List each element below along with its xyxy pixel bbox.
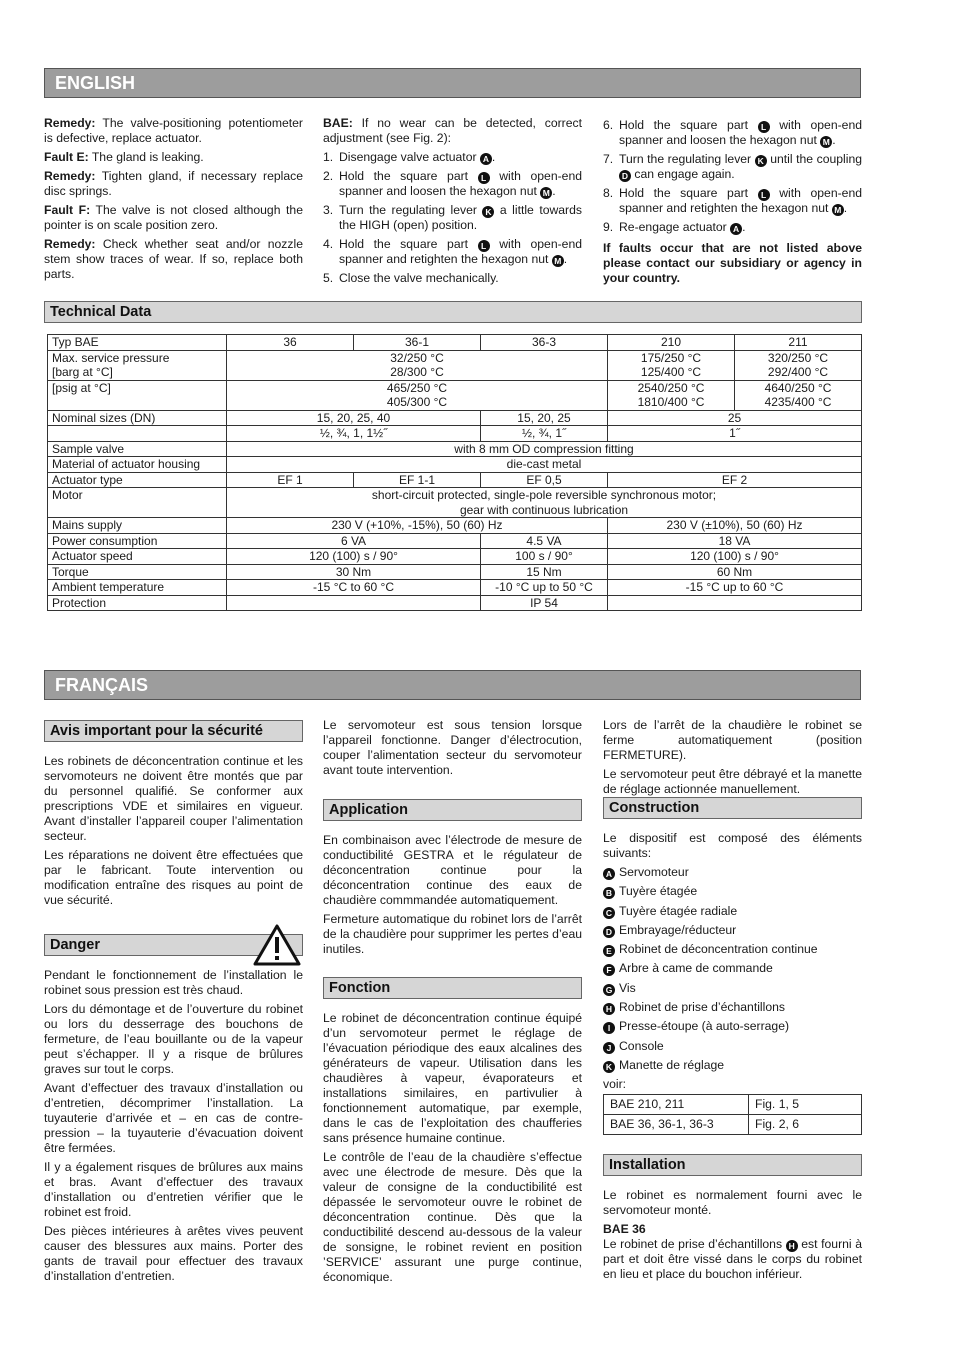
servo-text — [323, 718, 582, 782]
paragraph: Fault F: The valve is not closed although the pointer is on scale position zero. — [44, 203, 303, 232]
safety-text — [44, 754, 303, 912]
callout-i-icon: I — [603, 1022, 615, 1034]
paragraph: Les réparations ne doivent être effectuées que par le fabricant. Toute intervention ou modification entraîne des risques au point de vue sécurité. — [44, 848, 303, 907]
table-row: Material of actuator housing die-cast metal — [48, 457, 862, 473]
callout-d-icon: D — [603, 926, 615, 938]
figure-reference-table — [603, 1094, 862, 1135]
application-heading: Application — [323, 799, 582, 821]
paragraph: Le servomoteur peut être débrayé et la manette de réglage actionnée manuellement. — [603, 767, 862, 796]
callout-c-icon: C — [603, 907, 615, 919]
technical-data-table — [47, 334, 862, 611]
list-item: D Embrayage/réducteur — [603, 923, 862, 938]
paragraph: Fermeture automatique du robinet lors de l’arrêt de la chaudière pour supprimer les pertes d’eau inutiles. — [323, 912, 582, 956]
paragraph: Lors du démontage et de l’ouverture du robinet ou lors du desserrage des bouchons de fermeture, de l’eau bouillante ou de la vapeur peut s’échapper. Il y a risque de brûlures graves sur tout le corps. — [44, 1002, 303, 1076]
callout-l-icon: L — [758, 121, 770, 133]
section-title-francais: FRANÇAIS — [44, 670, 861, 700]
paragraph: Remedy: Tighten gland, if necessary replace disc springs. — [44, 169, 303, 198]
callout-a-icon: A — [730, 223, 742, 235]
table-row: Mains supply 230 V (+10%, -15%), 50 (60) Hz 230 V (±10%), 50 (60) Hz — [48, 518, 862, 534]
safety-heading: Avis important pour la sécurité — [44, 720, 303, 742]
table-row: Protection IP 54 — [48, 595, 862, 611]
section-title-english: ENGLISH — [44, 68, 861, 98]
step-3: 3. Turn the regulating lever K a little towards the HIGH (open) position. — [323, 203, 582, 232]
list-item: H Robinet de prise d’échantillons — [603, 1000, 862, 1015]
callout-g-icon: G — [603, 984, 615, 996]
callout-k-icon: K — [482, 206, 494, 218]
construction-text — [603, 831, 862, 1135]
table-row: ½, ¾, 1, 1½˝ ½, ¾, 1˝ 1˝ — [48, 426, 862, 442]
table-row: Nominal sizes (DN) 15, 20, 25, 40 15, 20, 25 25 — [48, 410, 862, 426]
table-row: Actuator speed 120 (100) s / 90° 100 s / 90° 120 (100) s / 90° — [48, 549, 862, 565]
list-item: C Tuyère étagée radiale — [603, 904, 862, 919]
callout-h-icon: H — [603, 1003, 615, 1015]
table-row: [psig at °C] 465/250 °C 405/300 °C 2540/250 °C 1810/400 °C 4640/250 °C 4235/400 °C — [48, 380, 862, 410]
callout-l-icon: L — [478, 172, 490, 184]
table-row: Motor short-circuit protected, single-pole reversible synchronous motor; gear with continuous lubrication — [48, 488, 862, 518]
table-row: BAE 210, 211 Fig. 1, 5 — [604, 1095, 862, 1115]
fonction-text — [323, 1011, 582, 1289]
paragraph: Avant d’effectuer des travaux d’installation ou d’entretien, décomprimer l’installation. La tuyauterie d’arrivée et – en cas de contre-pression – la tuyauterie d’évacuation doivent être fermées. — [44, 1081, 303, 1155]
list-item: J Console — [603, 1039, 862, 1054]
paragraph: Lors de l’arrêt de la chaudière le robinet se ferme automatiquement (position FERMETURE). — [603, 718, 862, 762]
paragraph: Le contrôle de l’eau de la chaudière s’effectue avec une électrode de mesure. Dès que la valeur de consigne de la conductibilité est dépassée le servomoteur ouvre le robinet de déconcentration continue. Dès que la conductibilité descend au-dessous de la valeur de sonsigne, le robinet revient en position ’SERVICE’ assurant une purge continue, économique. — [323, 1150, 582, 1284]
step-8: 8. Hold the square part L with open-end spanner and retighten the hexagon nut M . — [603, 186, 862, 215]
list-item: F Arbre à came de commande — [603, 961, 862, 976]
paragraph: Il y a également risques de brûlures aux mains et bras. Avant d’effectuer des travaux d’installation ou d’entretien vérifier que le robinet est froid. — [44, 1160, 303, 1219]
callout-j-icon: J — [603, 1042, 615, 1054]
callout-k-icon: K — [603, 1061, 615, 1073]
callout-k-icon: K — [755, 155, 767, 167]
bae36-label: BAE 36 — [603, 1222, 646, 1236]
paragraph: En combinaison avec l’électrode de mesure de conductibilité GESTRA et le régulateur de déconcentration continue pour la déconcentration continue des eaux de chaudière commmandée automatiquement. — [323, 833, 582, 907]
table-row: Actuator type EF 1 EF 1-1 EF 0,5 EF 2 — [48, 472, 862, 488]
paragraph: Le robinet de déconcentration continue équipé d’un servomoteur permet le réglage de l’évacuation périodique des eaux alcalines des générateurs de vapeur. Utilisation dans les chaudières à vapeur, évaporateurs et installations similaires, en partivulier à fonctionnement automatique, par exemple, dans le cas de l’exploitation des chaufferies sans présence humaine continue. — [323, 1011, 582, 1145]
callout-a-icon: A — [603, 868, 615, 880]
table-row: Ambient temperature -15 °C to 60 °C -10 °C up to 50 °C -15 °C up to 60 °C — [48, 580, 862, 596]
list-item: I Presse-étoupe (à auto-serrage) — [603, 1019, 862, 1034]
table-row: Max. service pressure [barg at °C] 32/250 °C 28/300 °C 175/250 °C 125/400 °C 320/250 °C 292/400 °C — [48, 350, 862, 380]
paragraph: Remedy: The valve-positioning potentiometer is defective, replace actuator. — [44, 116, 303, 145]
list-item: A Servomoteur — [603, 865, 862, 880]
table-row: Typ BAE 36 36-1 36-3 210 211 — [48, 335, 862, 351]
table-row: Power consumption 6 VA 4.5 VA 18 VA — [48, 533, 862, 549]
parts-list — [603, 865, 862, 1073]
paragraph: Remedy: Check whether seat and/or nozzle stem show traces of wear. If so, replace both parts. — [44, 237, 303, 281]
step-4: 4. Hold the square part L with open-end spanner and retighten the hexagon nut M . — [323, 237, 582, 266]
callout-b-icon: B — [603, 887, 615, 899]
step-1: 1. Disengage valve actuator A . — [323, 150, 496, 164]
step-2: 2. Hold the square part L with open-end spanner and loosen the hexagon nut M . — [323, 169, 582, 198]
section-title-technical-data: Technical Data — [44, 301, 862, 323]
contact-note: If faults occur that are not listed above please contact our subsidiary or agency in your country. — [603, 241, 862, 285]
callout-m-icon: M — [540, 187, 552, 199]
paragraph: Le robinet es normalement fourni avec le servomoteur monté. — [603, 1188, 862, 1217]
list-item: G Vis — [603, 981, 862, 996]
paragraph: Les robinets de déconcentration continue et les servomoteurs ne doivent être montés que par du personnel qualifié. Se conformer aux prescriptions VDE et similaires en vigueur. Avant d’installer l’appareil couper l’alimentation secteur. — [44, 754, 303, 843]
danger-text — [44, 968, 303, 1288]
step-5: 5. Close the valve mechanically. — [323, 271, 499, 285]
callout-e-icon: E — [603, 945, 615, 957]
step-7: 7. Turn the regulating lever K until the coupling D can engage again. — [603, 152, 862, 181]
warning-triangle-icon — [253, 924, 301, 966]
paragraph: Pendant le fonctionnement de l’installation le robinet sous pression est très chaud. — [44, 968, 303, 997]
fonction-heading: Fonction — [323, 977, 582, 999]
paragraph: Des pièces intérieures à arêtes vives peuvent causer des blessures aux mains. Porter des gants de travail pour effectuer des travaux d’installation d’entretien. — [44, 1224, 303, 1283]
paragraph: Le servomoteur est sous tension lorsque l’appareil fonctionne. Danger d’électrocution, couper l’alimentation secteur du servomoteur avant toute intervention. — [323, 718, 582, 777]
callout-m-icon: M — [552, 255, 564, 267]
callout-d-icon: D — [619, 170, 631, 182]
table-row: Sample valve with 8 mm OD compression fitting — [48, 441, 862, 457]
callout-l-icon: L — [478, 240, 490, 252]
installation-heading: Installation — [603, 1154, 862, 1176]
english-col-1 — [44, 116, 303, 286]
paragraph: Le robinet de prise d’échantillons H est fourni à part et doit être vissé dans le corps du robinet en lieu et place du bouchon inférieur. — [603, 1237, 863, 1281]
paragraph: BAE: If no wear can be detected, correct adjustment (see Fig. 2): — [323, 116, 582, 145]
list-item: B Tuyère étagée — [603, 884, 862, 899]
english-col-2 — [323, 116, 582, 290]
list-item: K Manette de réglage — [603, 1058, 862, 1073]
construction-heading: Construction — [603, 797, 862, 819]
paragraph: Fault E: The gland is leaking. — [44, 150, 204, 164]
callout-f-icon: F — [603, 964, 615, 976]
shutdown-text — [603, 718, 862, 801]
callout-h-icon: H — [786, 1240, 798, 1252]
callout-l-icon: L — [758, 189, 770, 201]
step-6: 6. Hold the square part L with open-end spanner and loosen the hexagon nut M . — [603, 118, 862, 147]
english-col-3 — [603, 118, 862, 290]
callout-m-icon: M — [832, 204, 844, 216]
installation-text — [603, 1188, 862, 1286]
application-text — [323, 833, 582, 961]
table-row: Torque 30 Nm 15 Nm 60 Nm — [48, 564, 862, 580]
voir-label: voir: — [603, 1077, 627, 1092]
danger-heading: Danger — [44, 934, 303, 956]
paragraph: Le dispositif est composé des éléments suivants: — [603, 831, 862, 860]
callout-a-icon: A — [480, 153, 492, 165]
list-item: E Robinet de déconcentration continue — [603, 942, 862, 957]
step-9: 9. Re-engage actuator A . — [603, 220, 746, 234]
table-row: BAE 36, 36-1, 36-3 Fig. 2, 6 — [604, 1115, 862, 1135]
callout-m-icon: M — [820, 136, 832, 148]
